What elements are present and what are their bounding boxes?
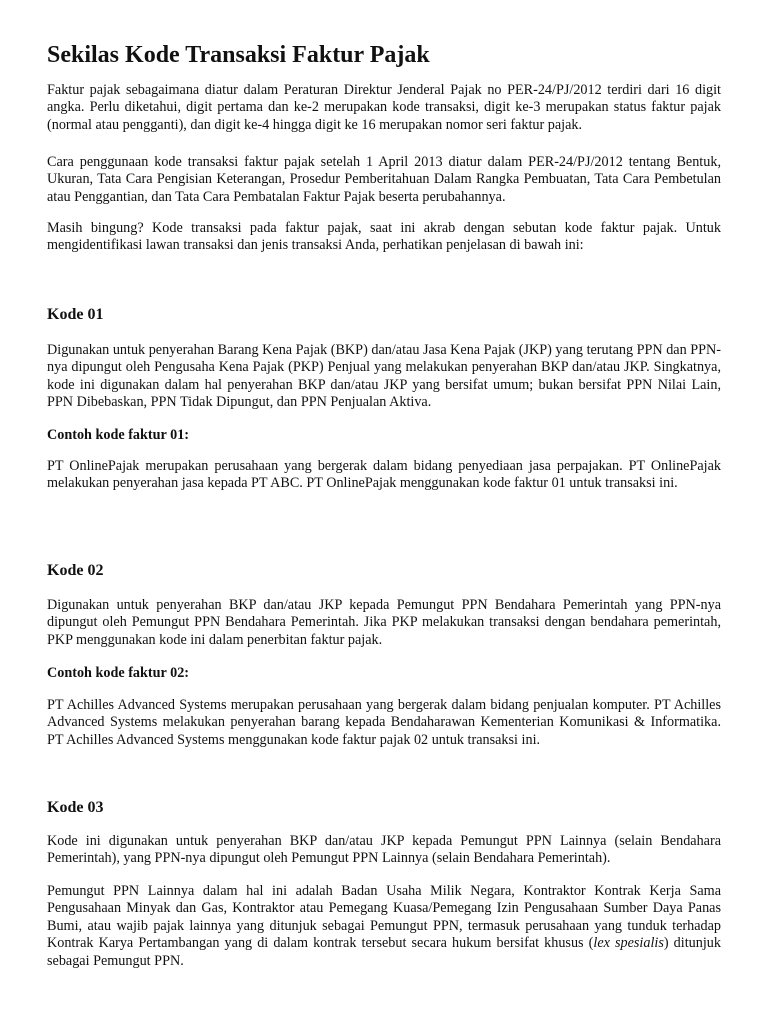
page-title: Sekilas Kode Transaksi Faktur Pajak [47, 42, 430, 68]
kode-03-description: Kode ini digunakan untuk penyerahan BKP dan/atau JKP kepada Pemungut PPN Lainnya (selain Bendahara Pemerintah), yang PPN-nya dipungut oleh Pemungut PPN Lainnya (selain Bendahara Pemerintah). [47, 833, 721, 867]
intro-paragraph-2: Cara penggunaan kode transaksi faktur pajak setelah 1 April 2013 diatur dalam PER-24/PJ/2012 tentang Bentuk, Ukuran, Tata Cara Pengisian Keterangan, Prosedur Pemberitahuan Dalam Rangka Pembuatan, Tata Cara Pembetulan atau Penggantian, dan Tata Cara Pembatalan Faktur Pajak beserta perubahannya. [47, 154, 721, 205]
kode-01-example-heading: Contoh kode faktur 01: [47, 427, 190, 443]
kode-03-detail [47, 883, 721, 970]
kode-01-description: Digunakan untuk penyerahan Barang Kena Pajak (BKP) dan/atau Jasa Kena Pajak (JKP) yang terutang PPN dan PPN-nya dipungut oleh Pengusaha Kena Pajak (PKP) Penjual yang melakukan penyerahan BKP dan/atau JKP. Singkatnya, kode ini digunakan dalam hal penyerahan BKP dan/atau JKP yang bersifat umum; bukan bersifat PPN Nilai Lain, PPN Dibebaskan, PPN Tidak Dipungut, dan PPN Penjualan Aktiva. [47, 342, 721, 411]
kode-02-example-heading: Contoh kode faktur 02: [47, 665, 190, 681]
kode-03-detail-end: ) ditunjuk sebagai Pemungut PPN. [47, 935, 721, 969]
kode-03-heading: Kode 03 [47, 799, 104, 816]
intro-paragraph-1: Faktur pajak sebagaimana diatur dalam Peraturan Direktur Jenderal Pajak no PER-24/PJ/2012 terdiri dari 16 digit angka. Perlu diketahui, digit pertama dan ke-2 merupakan kode transaksi, digit ke-3 merupakan status faktur pajak (normal atau pengganti), dan digit ke-4 hingga digit ke 16 merupakan nomor seri faktur pajak. [47, 82, 721, 133]
kode-02-heading: Kode 02 [47, 562, 104, 579]
lex-spesialis-term: lex spesialis [593, 935, 664, 952]
kode-02-example: PT Achilles Advanced Systems merupakan perusahaan yang bergerak dalam bidang penjualan komputer. PT Achilles Advanced Systems melakukan penyerahan barang kepada Bendaharawan Kementerian Komunikasi & Informatika. PT Achilles Advanced Systems menggunakan kode faktur pajak 02 untuk transaksi ini. [47, 697, 721, 748]
intro-paragraph-3: Masih bingung? Kode transaksi pada faktur pajak, saat ini akrab dengan sebutan kode faktur pajak. Untuk mengidentifikasi lawan transaksi dan jenis transaksi Anda, perhatikan penjelasan di bawah ini: [47, 220, 721, 254]
kode-01-heading: Kode 01 [47, 306, 104, 323]
kode-02-description: Digunakan untuk penyerahan BKP dan/atau JKP kepada Pemungut PPN Bendahara Pemerintah yang PPN-nya dipungut oleh Pemungut PPN Bendahara Pemerintah. Jika PKP melakukan transaksi dengan bendahara pemerintah, PKP menggunakan kode ini dalam penerbitan faktur pajak. [47, 597, 721, 648]
kode-03-detail-text: Pemungut PPN Lainnya dalam hal ini adalah Badan Usaha Milik Negara, Kontraktor Kontrak Kerja Sama Pengusahaan Minyak dan Gas, Kontraktor atau Pemegang Kuasa/Pemegang Izin Pengusahaan Sumber Daya Panas Bumi, atau wajib pajak lainnya yang ditunjuk sebagai Pemungut PPN, termasuk perusahaan yang tunduk terhadap Kontrak Karya Pertambangan yang di dalam kontrak tersebut secara hukum bersifat khusus ( [47, 883, 721, 952]
kode-01-example: PT OnlinePajak merupakan perusahaan yang bergerak dalam bidang penyediaan jasa perpajakan. PT OnlinePajak melakukan penyerahan jasa kepada PT ABC. PT OnlinePajak menggunakan kode faktur 01 untuk transaksi ini. [47, 458, 721, 492]
